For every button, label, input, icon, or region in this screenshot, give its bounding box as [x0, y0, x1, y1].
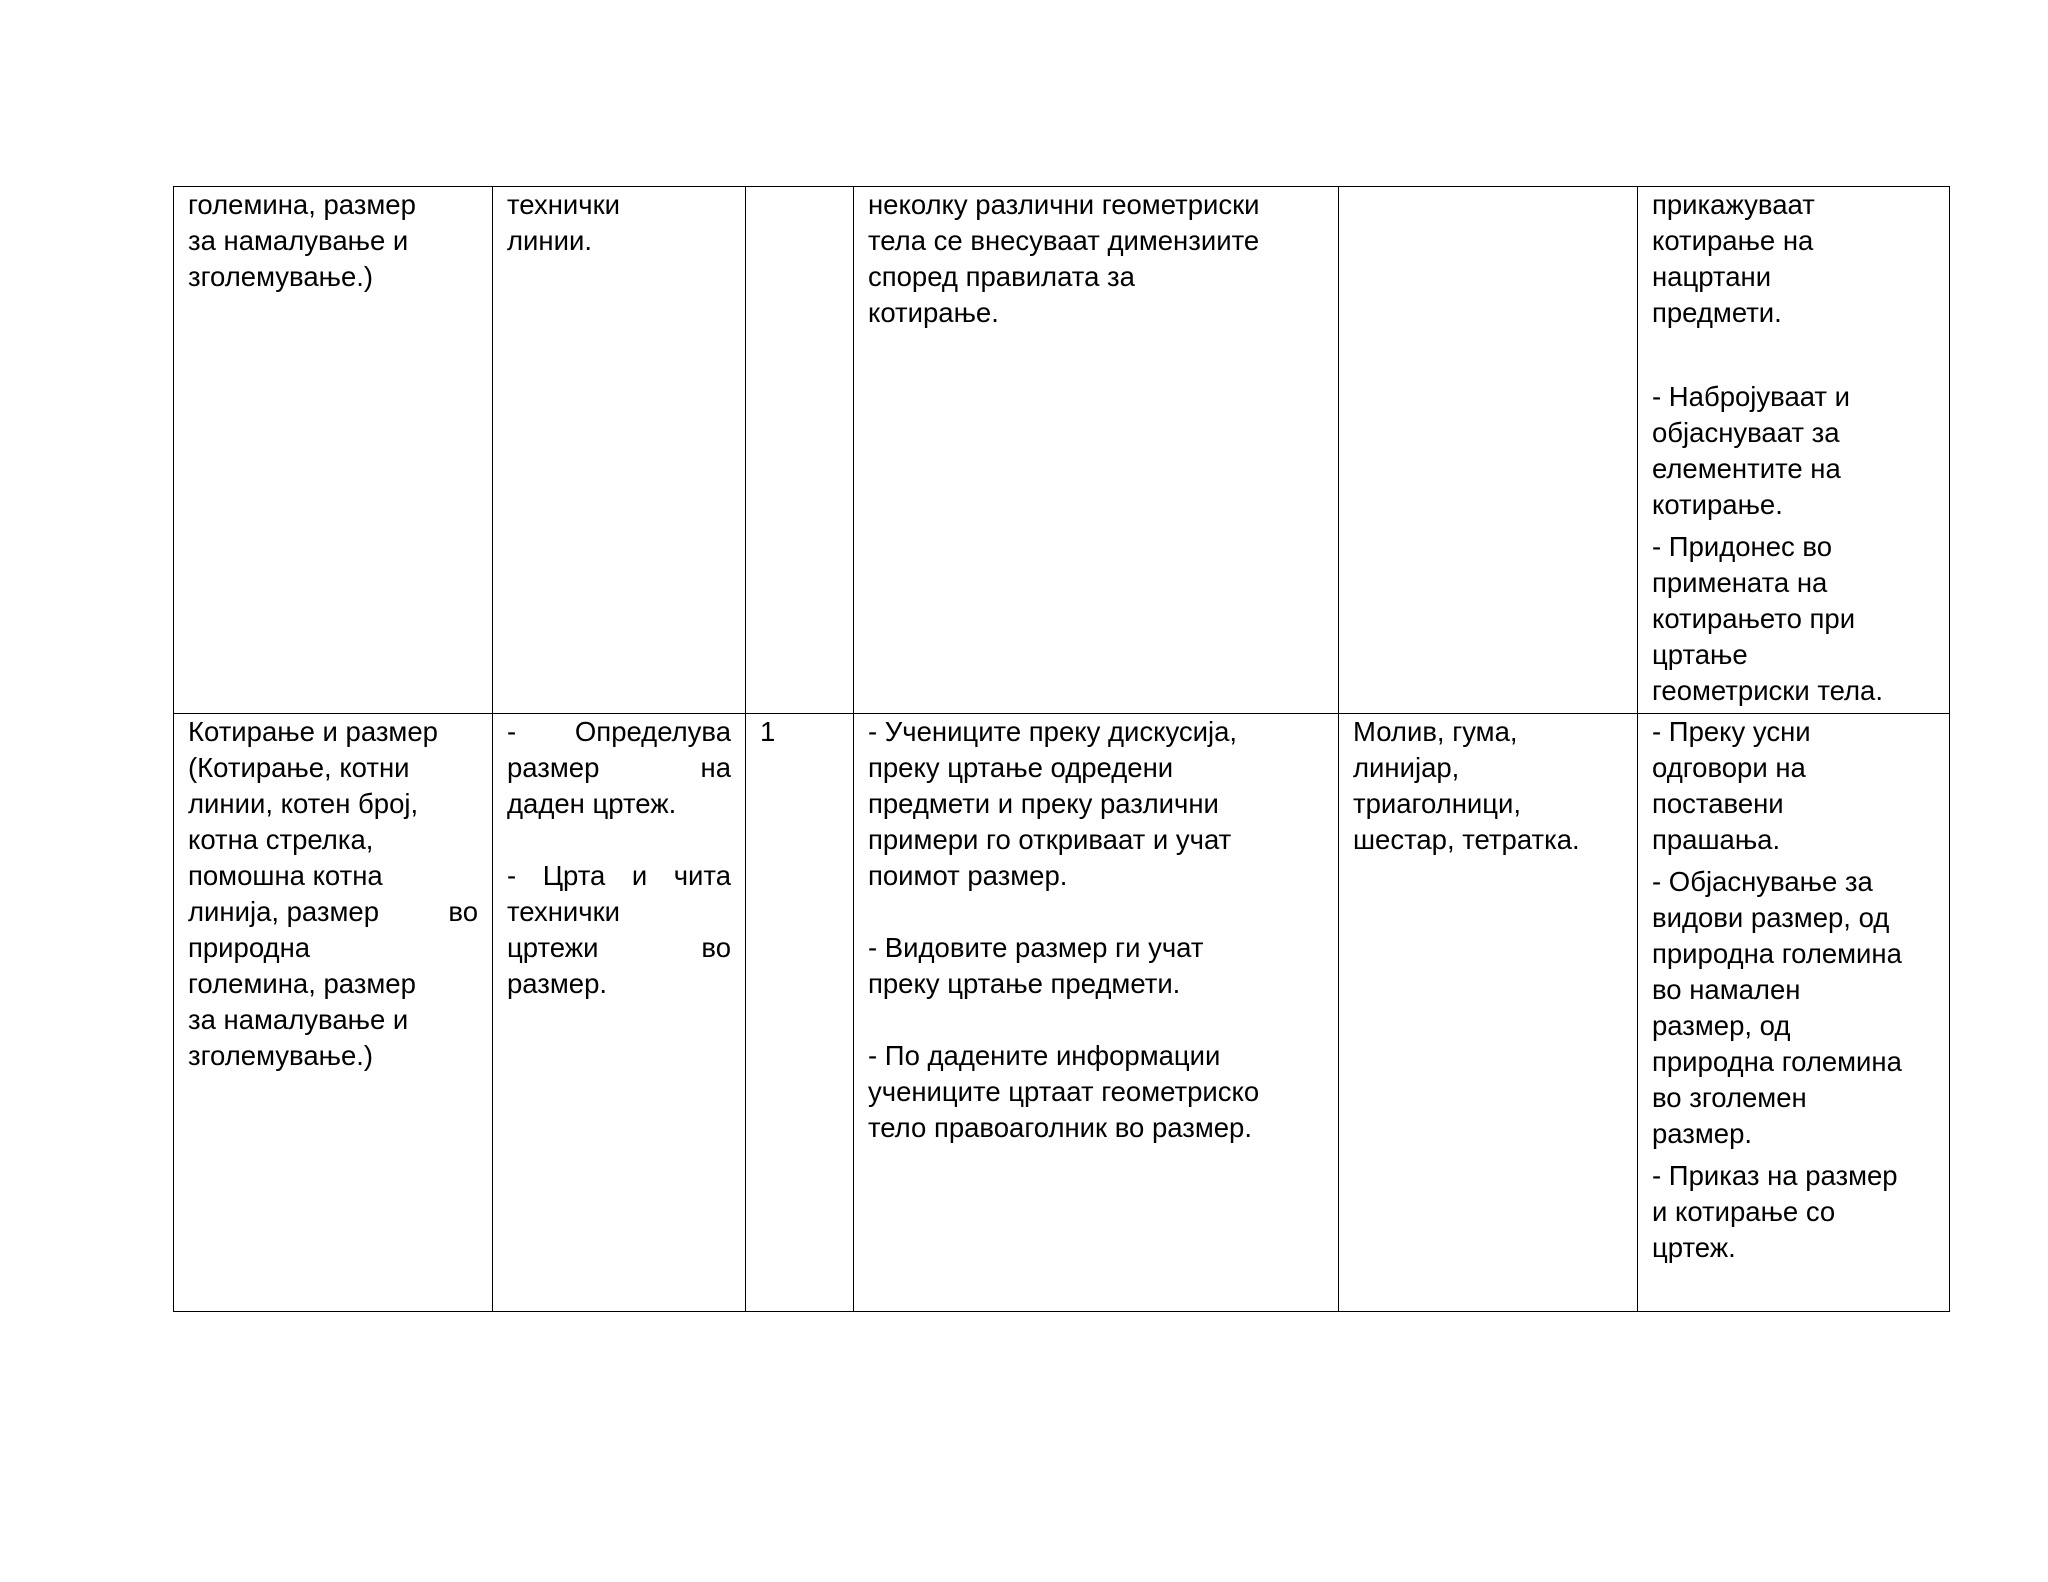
cell-line: - Приказ на размер — [1652, 1160, 1898, 1191]
cell-line: - Придонес во — [1652, 531, 1833, 562]
cell-line: големина, размер — [188, 189, 416, 220]
cell-line — [507, 858, 731, 894]
cell-activities — [854, 714, 1339, 1312]
word: и — [631, 860, 648, 891]
table-row — [174, 187, 1950, 714]
cell-line: размер, од — [1652, 1010, 1791, 1041]
cell-line: тело правоаголник во размер. — [868, 1112, 1252, 1143]
table-row — [174, 714, 1950, 1312]
cell-line: и котирање со — [1652, 1196, 1836, 1227]
word: чита — [673, 860, 731, 891]
plan-table — [173, 186, 1950, 1312]
cell-line: линијар, — [1353, 752, 1460, 783]
word: цртежи — [507, 932, 599, 963]
cell-evaluation — [1638, 187, 1950, 714]
cell-line: котна стрелка, — [188, 824, 374, 855]
cell-line: котирање на — [1652, 225, 1814, 256]
cell-line: геометриски тела. — [1652, 675, 1883, 706]
word: - — [507, 716, 517, 747]
cell-line: објаснуваат за — [1652, 417, 1840, 448]
cell-evaluation — [1638, 714, 1950, 1312]
cell-line: поставени — [1652, 788, 1784, 819]
word: во — [448, 896, 478, 927]
cell-line: природна големина — [1652, 938, 1902, 969]
cell-line: зголемување.) — [188, 1040, 374, 1071]
cell-line: линии. — [507, 225, 592, 256]
word: линија, размер — [188, 896, 380, 927]
cell-line: даден цртеж. — [507, 788, 677, 819]
cell-line: - Објаснување за — [1652, 866, 1873, 897]
cell-line: Котирање и размер — [188, 716, 438, 747]
cell-line — [507, 750, 731, 786]
cell-objectives — [493, 187, 746, 714]
cell-line: размер. — [507, 968, 608, 999]
cell-line: - Учениците преку дискусија, — [868, 716, 1238, 747]
cell-line: - Видовите размер ги учат — [868, 932, 1204, 963]
cell-line: преку цртање предмети. — [868, 968, 1181, 999]
cell-line: Молив, гума, — [1353, 716, 1518, 747]
cell-line: нацртани — [1652, 261, 1772, 292]
cell-line: цртеж. — [1652, 1232, 1736, 1263]
cell-resources — [1339, 187, 1638, 714]
cell-line: предмети и преку различни — [868, 788, 1219, 819]
cell-resources — [1339, 714, 1638, 1312]
cell-line: (Котирање, котни — [188, 752, 410, 783]
cell-line: триаголници, — [1353, 788, 1522, 819]
cell-activities — [854, 187, 1339, 714]
word: размер — [507, 752, 600, 783]
cell-objectives — [493, 714, 746, 1312]
cell-line: примери го откриваат и учат — [868, 824, 1232, 855]
cell-line: помошна котна — [188, 860, 383, 891]
cell-line: зголемување.) — [188, 261, 374, 292]
cell-line: предмети. — [1652, 297, 1782, 328]
cell-line: цртање — [1652, 639, 1748, 670]
cell-line: размер. — [1652, 1118, 1753, 1149]
cell-line — [507, 930, 731, 966]
cell-line: - Набројуваат и — [1652, 381, 1851, 412]
word: во — [701, 932, 731, 963]
cell-line: во намален — [1652, 974, 1801, 1005]
cell-line: неколку различни геометриски — [868, 189, 1260, 220]
word: - — [507, 860, 517, 891]
word: Црта — [542, 860, 606, 891]
cell-line: во зголемен — [1652, 1082, 1807, 1113]
word: Определува — [574, 716, 731, 747]
cell-line: прикажуваат — [1652, 189, 1815, 220]
cell-line: учениците цртаат геометриско — [868, 1076, 1260, 1107]
cell-line: според правилата за — [868, 261, 1135, 292]
cell-line: природна — [188, 932, 311, 963]
cell-line: котирање. — [1652, 489, 1783, 520]
cell-line: природна големина — [1652, 1046, 1902, 1077]
cell-line: котирањето при — [1652, 603, 1856, 634]
cell-line: видови размер, од — [1652, 902, 1890, 933]
cell-line: прашања. — [1652, 824, 1781, 855]
cell-line: - По дадените информации — [868, 1040, 1221, 1071]
cell-hours: 1 — [746, 714, 854, 1312]
cell-line: примената на — [1652, 567, 1828, 598]
cell-line — [507, 714, 731, 750]
cell-line: големина, размер — [188, 968, 416, 999]
cell-line: технички — [507, 896, 620, 927]
cell-line: шестар, тетратка. — [1353, 824, 1580, 855]
cell-line: за намалување и — [188, 1004, 409, 1035]
cell-line: линии, котен број, — [188, 788, 419, 819]
cell-line: технички — [507, 189, 620, 220]
cell-line: одговори на — [1652, 752, 1806, 783]
word: на — [700, 752, 731, 783]
cell-line: за намалување и — [188, 225, 409, 256]
cell-line: котирање. — [868, 297, 999, 328]
cell-line: елементите на — [1652, 453, 1841, 484]
cell-line: поимот размер. — [868, 860, 1068, 891]
cell-hours — [746, 187, 854, 714]
cell-line: тела се внесуваат димензиите — [868, 225, 1260, 256]
cell-topic — [174, 714, 493, 1312]
cell-line — [188, 894, 478, 930]
cell-line: - Преку усни — [1652, 716, 1811, 747]
cell-line: преку цртање одредени — [868, 752, 1174, 783]
cell-topic — [174, 187, 493, 714]
